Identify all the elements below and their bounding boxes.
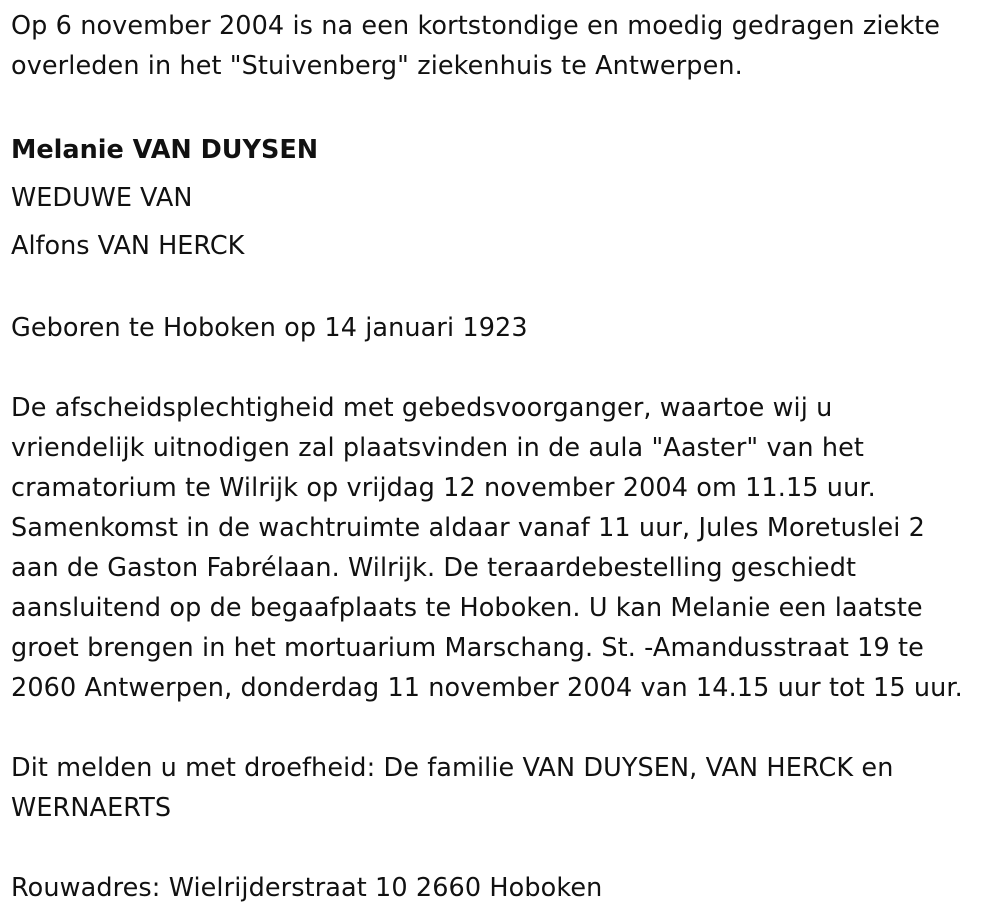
- ceremony-paragraph: [11, 388, 991, 708]
- intro-line: overleden in het "Stuivenberg" ziekenhuis te Antwerpen.: [11, 51, 743, 81]
- ceremony-line: cramatorium te Wilrijk op vrijdag 12 november 2004 om 11.15 uur.: [11, 473, 876, 503]
- family-line: WERNAERTS: [11, 793, 172, 823]
- mourning-address: Rouwadres: Wielrijderstraat 10 2660 Hoboken: [11, 873, 603, 903]
- intro-paragraph: [11, 6, 991, 86]
- ceremony-line: 2060 Antwerpen, donderdag 11 november 2004 van 14.15 uur tot 15 uur.: [11, 673, 963, 703]
- family-paragraph: [11, 748, 991, 828]
- ceremony-line: groet brengen in het mortuarium Marschang. St. -Amandusstraat 19 te: [11, 633, 924, 663]
- birth-line: Geboren te Hoboken op 14 januari 1923: [11, 313, 528, 343]
- ceremony-line: aan de Gaston Fabrélaan. Wilrijk. De teraardebestelling geschiedt: [11, 553, 857, 583]
- relation-label: WEDUWE VAN: [11, 183, 193, 213]
- birth-paragraph: [11, 308, 991, 348]
- deceased-block: [11, 126, 991, 270]
- death-notice: [11, 6, 991, 908]
- intro-line: Op 6 november 2004 is na een kortstondige en moedig gedragen ziekte: [11, 11, 941, 41]
- ceremony-line: Samenkomst in de wachtruimte aldaar vanaf 11 uur, Jules Moretuslei 2: [11, 513, 925, 543]
- deceased-name: Melanie VAN DUYSEN: [11, 135, 319, 165]
- ceremony-line: vriendelijk uitnodigen zal plaatsvinden in de aula "Aaster" van het: [11, 433, 864, 463]
- family-line: Dit melden u met droefheid: De familie VAN DUYSEN, VAN HERCK en: [11, 753, 894, 783]
- spouse-name: Alfons VAN HERCK: [11, 231, 245, 261]
- ceremony-line: aansluitend op de begaafplaats te Hoboken. U kan Melanie een laatste: [11, 593, 923, 623]
- ceremony-line: De afscheidsplechtigheid met gebedsvoorganger, waartoe wij u: [11, 393, 833, 423]
- address-paragraph: [11, 868, 991, 908]
